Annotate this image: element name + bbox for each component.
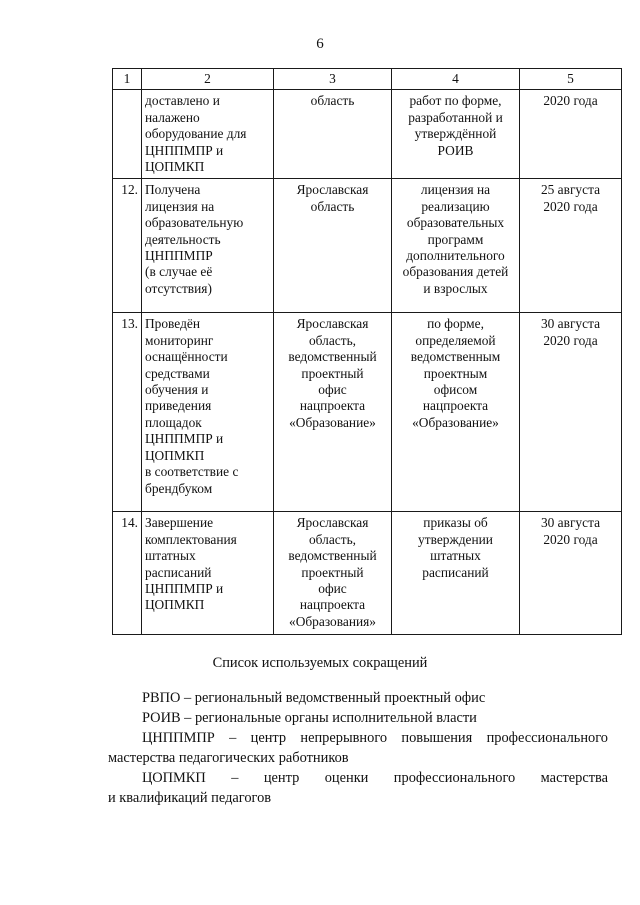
header-cell: 5 [520, 69, 622, 90]
cell-text-line: брендбуком [145, 480, 213, 496]
result-cell [142, 90, 274, 179]
cell-text-line: расписаний [422, 564, 489, 580]
document-cell [392, 313, 520, 512]
cell-text-line: площадок [145, 414, 202, 430]
table-header-row [113, 69, 622, 90]
result-cell [142, 512, 274, 635]
executor-cell [274, 90, 392, 179]
cell-text-line: расписаний [145, 564, 212, 580]
deadline-cell [520, 179, 622, 313]
abbreviation-item [108, 708, 608, 728]
abbreviation-definition: РВПО – региональный ведомственный проектный офис [142, 690, 486, 706]
cell-text-line: офисом [433, 382, 478, 398]
cell-text-line: определяемой [415, 332, 496, 348]
cell-text-line: РОИВ [437, 142, 474, 158]
cell-text-line: утверждённой [414, 126, 497, 142]
abbreviation-item [108, 728, 608, 768]
cell-text-line: обучения и [145, 382, 209, 398]
abbreviation-continuation: и квалификаций педагогов [108, 790, 272, 806]
cell-text-line: ведомственным [410, 349, 501, 365]
row-number-cell: 12. [113, 179, 142, 313]
cell-text-line: приведения [145, 398, 212, 414]
cell-text-line: область, [308, 332, 357, 348]
cell-text-line: налажено [145, 109, 200, 125]
cell-text-line: лицензия на [420, 182, 491, 198]
abbreviation-definition: ЦНППМПР – центр непрерывного повышения профессионального [142, 730, 608, 746]
deadline-cell [520, 313, 622, 512]
row-number-cell: 14. [113, 512, 142, 635]
cell-text-line: мониторинг [145, 332, 214, 348]
cell-text-line: Ярославская [296, 182, 369, 198]
cell-text-line: область, [308, 531, 357, 547]
abbreviation-item [108, 688, 608, 708]
cell-text-line: нацпроекта [422, 398, 489, 414]
result-cell [142, 179, 274, 313]
cell-text-line: в соответствие с [145, 464, 239, 480]
cell-text-line: 2020 года [543, 198, 598, 214]
cell-text-line: «Образование» [412, 414, 499, 430]
cell-text-line: 30 августа [540, 515, 601, 531]
cell-text-line: Получена [145, 182, 201, 198]
cell-text-line: 2020 года [543, 531, 598, 547]
cell-text-line: ЦОПМКП [145, 597, 205, 613]
cell-text-line: оснащённости [145, 349, 228, 365]
cell-text-line: программ [427, 231, 484, 247]
cell-text-line: образовательную [145, 215, 244, 231]
abbreviation-continuation: мастерства педагогических работников [108, 750, 349, 766]
abbreviation-definition: РОИВ – региональные органы исполнительной власти [142, 710, 477, 726]
cell-text-line: область [310, 93, 355, 109]
cell-text-line: деятельность [145, 231, 221, 247]
cell-text-line: ЦНППМПР и [145, 431, 224, 447]
cell-text-line: утверждении [418, 531, 493, 547]
cell-text-line: разработанной и [408, 109, 503, 125]
table-row [113, 90, 622, 179]
abbreviation-item [108, 768, 608, 808]
plan-table [112, 68, 622, 635]
cell-text-line: проектным [423, 365, 488, 381]
cell-text-line: оборудование для [145, 126, 247, 142]
cell-text-line: «Образование» [289, 414, 376, 430]
row-number-cell [113, 90, 142, 179]
cell-text-line: 25 августа [540, 182, 601, 198]
cell-text-line: 2020 года [543, 93, 598, 109]
cell-text-line: область [310, 198, 355, 214]
deadline-cell [520, 90, 622, 179]
cell-text-line: нацпроекта [299, 597, 366, 613]
deadline-cell [520, 512, 622, 635]
document-cell [392, 512, 520, 635]
cell-text-line: приказы об [423, 515, 488, 531]
cell-text-line: Ярославская [296, 515, 369, 531]
cell-text-line: 30 августа [540, 316, 601, 332]
cell-text-line: по форме, [427, 316, 484, 332]
cell-text-line: дополнительного [406, 248, 505, 264]
abbreviations-title: Список используемых сокращений [212, 655, 428, 671]
cell-text-line: средствами [145, 365, 210, 381]
executor-cell [274, 179, 392, 313]
result-cell [142, 313, 274, 512]
cell-text-line: офис [318, 581, 347, 597]
cell-text-line: ЦНППМПР и [145, 142, 224, 158]
cell-text-line: отсутствия) [145, 280, 212, 296]
cell-text-line: 2020 года [543, 332, 598, 348]
cell-text-line: Проведён [145, 316, 200, 332]
cell-text-line: образовательных [406, 215, 505, 231]
header-cell: 1 [113, 69, 142, 90]
cell-text-line: ЦНППМПР и [145, 581, 224, 597]
abbreviation-definition: ЦОПМКП – центр оценки профессионального мастерства [142, 770, 608, 786]
cell-text-line: ведомственный [288, 548, 377, 564]
cell-text-line: нацпроекта [299, 398, 366, 414]
cell-text-line: ЦОПМКП [145, 447, 205, 463]
header-cell: 3 [274, 69, 392, 90]
row-number-cell: 13. [113, 313, 142, 512]
cell-text-line: доставлено и [145, 93, 220, 109]
page-number: 6 [316, 36, 324, 52]
cell-text-line: Ярославская [296, 316, 369, 332]
cell-text-line: работ по форме, [409, 93, 502, 109]
cell-text-line: офис [318, 382, 347, 398]
cell-text-line: реализацию [421, 198, 490, 214]
cell-text-line: комплектования [145, 531, 237, 547]
cell-text-line: (в случае её [145, 264, 213, 280]
executor-cell [274, 512, 392, 635]
cell-text-line: ведомственный [288, 349, 377, 365]
cell-text-line: штатных [145, 548, 196, 564]
cell-text-line: ЦОПМКП [145, 159, 205, 175]
table-row [113, 313, 622, 512]
header-cell: 2 [142, 69, 274, 90]
cell-text-line: лицензия на [145, 198, 215, 214]
document-cell [392, 179, 520, 313]
cell-text-line: образования детей [402, 264, 509, 280]
cell-text-line: проектный [301, 564, 364, 580]
table-row [113, 512, 622, 635]
executor-cell [274, 313, 392, 512]
cell-text-line: проектный [301, 365, 364, 381]
cell-text-line: штатных [430, 548, 481, 564]
cell-text-line: Завершение [145, 515, 214, 531]
cell-text-line: ЦНППМПР [145, 248, 213, 264]
document-cell [392, 90, 520, 179]
table-row [113, 179, 622, 313]
header-cell: 4 [392, 69, 520, 90]
cell-text-line: «Образования» [289, 613, 376, 629]
cell-text-line: и взрослых [423, 280, 488, 296]
